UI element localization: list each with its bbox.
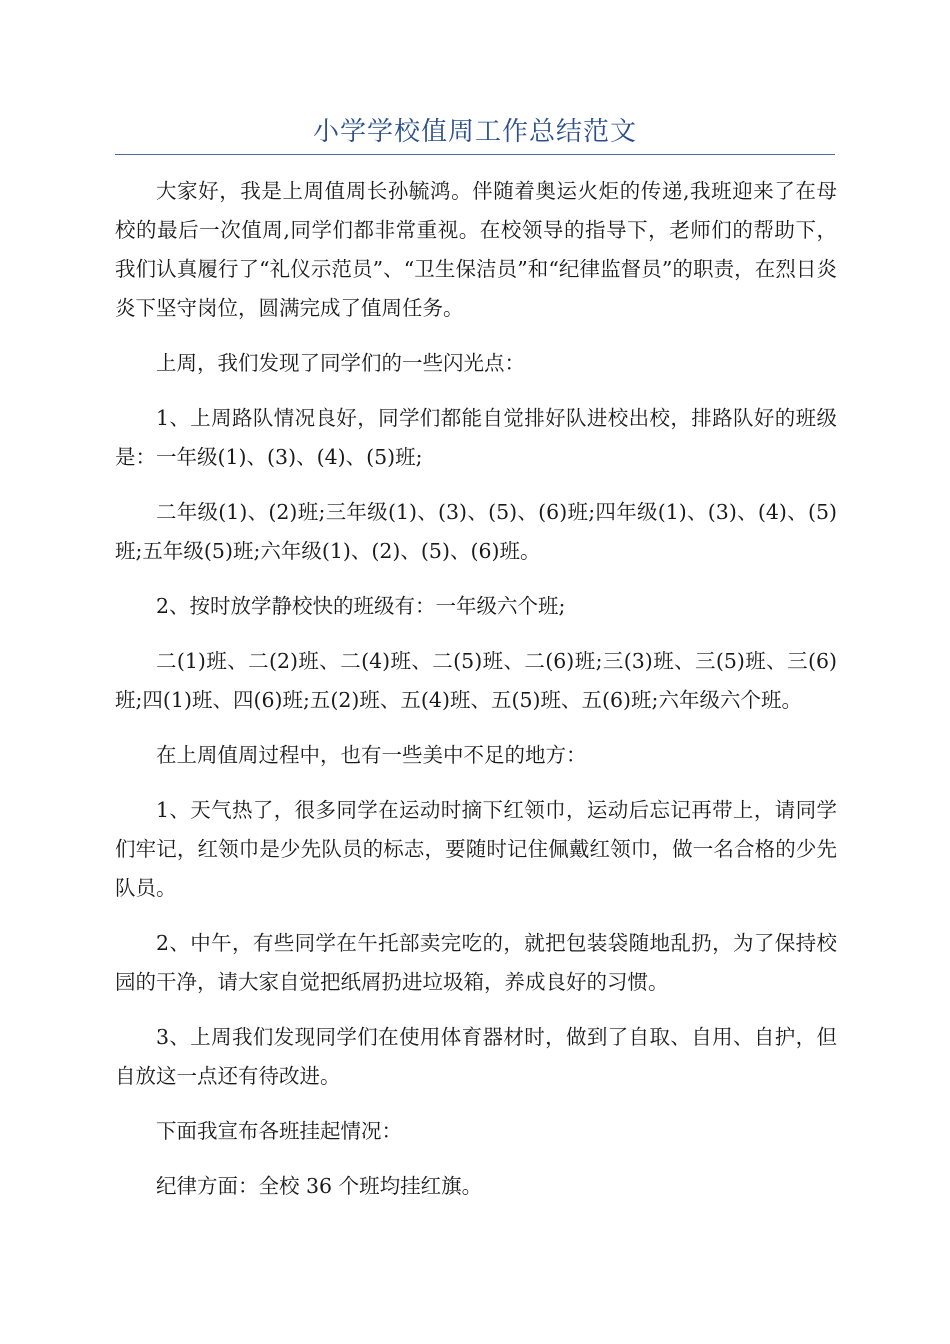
document-body [115,172,837,1222]
paragraph-greeting: 大家好，我是上周值周长孙毓鸿。伴随着奥运火炬的传递,我班迎来了在母校的最后一次值周,同学们都非常重视。在校领导的指导下，老师们的帮助下，我们认真履行了“礼仪示范员”、“卫生保洁员”和“纪律监督员”的职责，在烈日炎炎下坚守岗位，圆满完成了值周任务。 [115,179,837,320]
paragraph-flags-intro: 下面我宣布各班挂起情况： [156,1119,402,1143]
paragraph-dismissal-other-grades: 二(1)班、二(2)班、二(4)班、二(5)班、二(6)班;三(3)班、三(5)班、三(6)班;四(1)班、四(6)班;五(2)班、五(4)班、五(5)班、五(6)班;六年级六个班。 [115,649,837,712]
title-underline [115,154,835,155]
paragraph-discipline-flags: 纪律方面：全校 36 个班均挂红旗。 [156,1174,483,1198]
paragraph-highlights-intro: 上周，我们发现了同学们的一些闪光点： [156,351,525,375]
paragraph-sports-equipment: 3、上周我们发现同学们在使用体育器材时，做到了自取、自用、自护，但自放这一点还有待改进。 [115,1025,837,1088]
paragraph-queue-other-grades: 二年级(1)、(2)班;三年级(1)、(3)、(5)、(6)班;四年级(1)、(3)、(4)、(5)班;五年级(5)班;六年级(1)、(2)、(5)、(6)班。 [115,500,837,563]
paragraph-dismissal-grade1: 2、按时放学静校快的班级有：一年级六个班; [156,594,566,618]
document-title: 小学学校值周工作总结范文 [312,117,637,147]
paragraph-red-scarf: 1、天气热了，很多同学在运动时摘下红领巾，运动后忘记再带上，请同学们牢记，红领巾是少先队员的标志，要随时记住佩戴红领巾，做一名合格的少先队员。 [115,798,837,900]
paragraph-queue-grade1: 1、上周路队情况良好，同学们都能自觉排好队进校出校，排路队好的班级是：一年级(1)、(3)、(4)、(5)班; [115,406,837,469]
paragraph-shortcomings-intro: 在上周值周过程中，也有一些美中不足的地方： [156,743,587,767]
paragraph-litter: 2、中午，有些同学在午托部卖完吃的，就把包装袋随地乱扔，为了保持校园的干净，请大家自觉把纸屑扔进垃圾箱，养成良好的习惯。 [115,931,837,994]
